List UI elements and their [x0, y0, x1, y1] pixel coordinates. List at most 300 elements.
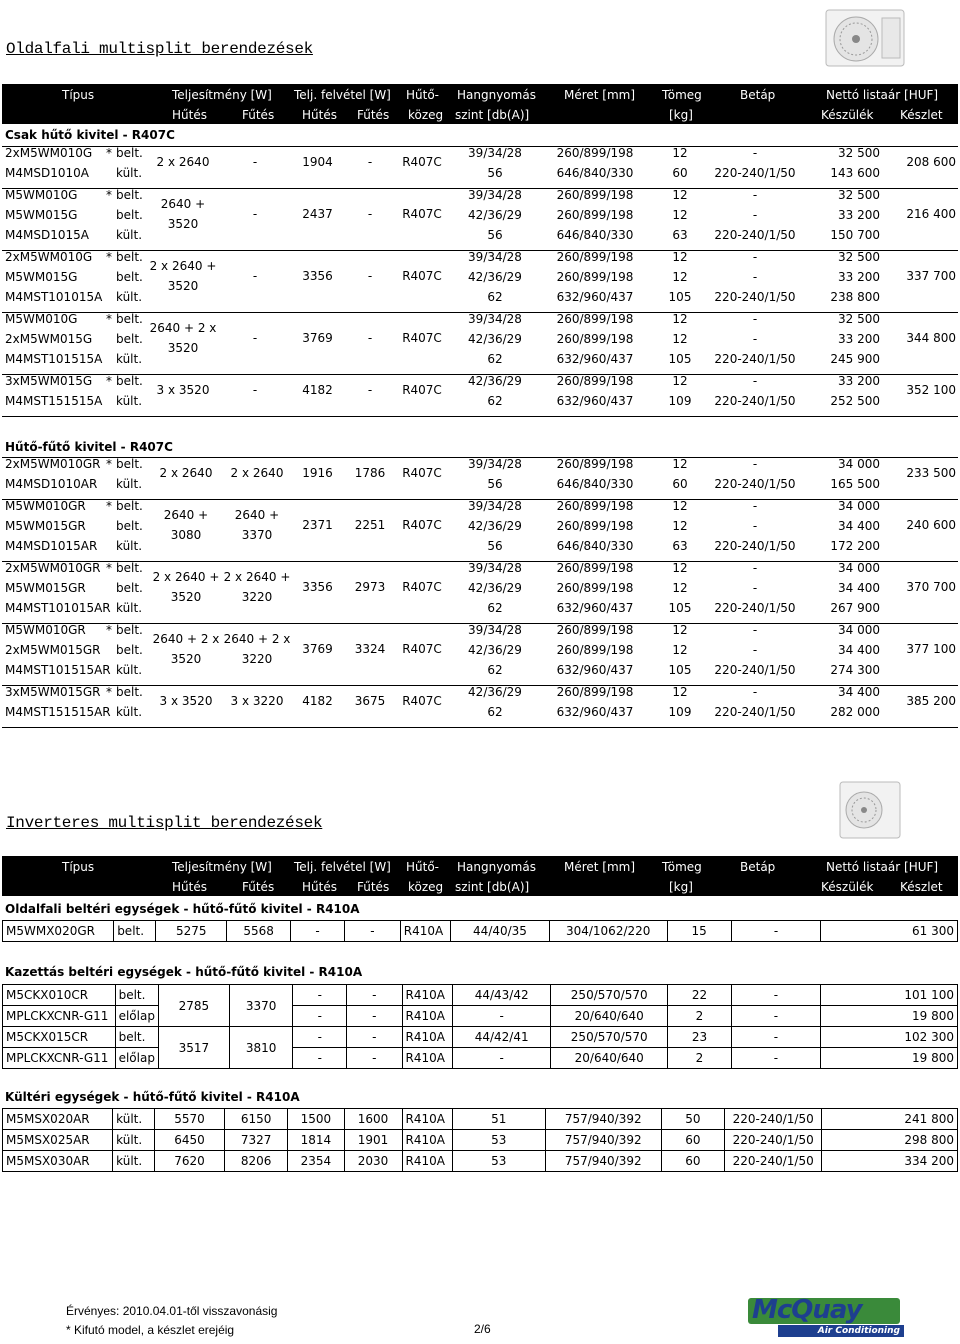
cooling-capacity: 2640 + 2 x: [152, 632, 220, 646]
model-name: 2xM5WM010G: [5, 250, 93, 264]
header-tomeg: Tömeg: [662, 88, 702, 102]
unit-price: 238 800: [830, 290, 880, 304]
cooling-capacity: 2640 + 2 x: [149, 321, 217, 335]
unit-price: 252 500: [830, 394, 880, 408]
heating-power: -: [367, 383, 373, 397]
unit-type: kült.: [116, 394, 143, 408]
unit-type: belt.: [116, 312, 143, 326]
heating-power: 2973: [354, 580, 386, 594]
unit-price: 150 700: [830, 228, 880, 242]
dimensions: 260/899/198: [556, 250, 634, 264]
model-name: 3xM5WM015G: [5, 374, 93, 388]
sound-level: 39/34/28: [468, 312, 522, 326]
table-cell: -: [347, 1006, 402, 1027]
table-cell: -: [347, 1048, 402, 1069]
unit-price: 33 200: [838, 332, 880, 346]
dimensions: 260/899/198: [556, 561, 634, 575]
refrigerant: R407C: [402, 580, 442, 594]
power-supply: -: [752, 208, 758, 222]
dimensions: 632/960/437: [556, 352, 634, 366]
unit-type: belt.: [116, 685, 143, 699]
table-row: [3, 1151, 958, 1172]
table-cell: 250/570/570: [551, 1027, 668, 1048]
unit-price: 34 000: [838, 623, 880, 637]
logo-subtext: Air Conditioning: [778, 1325, 904, 1337]
table-cell: 298 800: [822, 1130, 958, 1151]
cooling-power: 4182: [302, 383, 333, 397]
table-cell: 2785: [158, 985, 229, 1027]
table-cell: 334 200: [822, 1151, 958, 1172]
cooling-capacity: 2 x 2640: [156, 155, 210, 169]
table-cell: -: [291, 921, 345, 942]
header2-betap: Betáp: [740, 860, 776, 874]
header-kozeg: közeg: [408, 108, 444, 122]
refrigerant: R407C: [402, 518, 442, 532]
table-cell: 3517: [158, 1027, 229, 1069]
dimensions: 260/899/198: [556, 188, 634, 202]
set-price: 233 500: [906, 466, 956, 480]
cooling-capacity: 3 x 3520: [159, 694, 213, 708]
unit-price: 34 400: [838, 643, 880, 657]
table-cell: M5WMX020GR: [3, 921, 114, 942]
power-supply: 220-240/1/50: [714, 663, 796, 677]
group-title-huto-futo: Hűtő-fűtő kivitel - R407C: [5, 440, 173, 454]
table-cell: -: [731, 1027, 820, 1048]
model-name: M5WM010G: [5, 188, 78, 202]
unit-price: 143 600: [830, 166, 880, 180]
cooling-capacity: 2 x 2640 +: [149, 259, 217, 273]
weight: 12: [672, 561, 688, 575]
dimensions: 646/840/330: [556, 477, 634, 491]
discontinued-mark: *: [106, 374, 112, 388]
heating-power: 3675: [354, 694, 386, 708]
section-title-oldalfali: Oldalfali multisplit berendezések: [6, 40, 313, 58]
power-supply: 220-240/1/50: [714, 166, 796, 180]
weight: 63: [672, 539, 688, 553]
sound-level: 62: [487, 352, 503, 366]
discontinued-mark: *: [106, 499, 112, 513]
table-cell: 5275: [156, 921, 227, 942]
header2-futes: Fűtés: [242, 880, 275, 894]
header-keszulek: Készülék: [821, 108, 874, 122]
unit-type: belt.: [116, 623, 143, 637]
sound-level: 42/36/29: [468, 208, 522, 222]
weight: 12: [672, 623, 688, 637]
unit-price: 33 200: [838, 270, 880, 284]
table-cell: 2030: [344, 1151, 402, 1172]
weight: 12: [672, 519, 688, 533]
table-cell: MPLCKXCNR-G11: [3, 1006, 116, 1027]
dimensions: 260/899/198: [556, 332, 634, 346]
cooling-capacity: 3080: [170, 528, 202, 542]
group-title-kulteri: Kültéri egységek - hűtő-fűtő kivitel - R410A: [5, 1090, 300, 1104]
unit-type: belt.: [116, 270, 143, 284]
model-name: 2xM5WM010GR: [5, 457, 101, 471]
cooling-capacity: 2640 +: [163, 508, 209, 522]
weight: 12: [672, 499, 688, 513]
heating-capacity: -: [252, 207, 258, 221]
heating-capacity: 2640 + 2 x: [223, 632, 291, 646]
sound-level: 39/34/28: [468, 499, 522, 513]
power-supply: 220-240/1/50: [714, 539, 796, 553]
cooling-capacity: 2 x 2640 +: [152, 570, 220, 584]
sound-level: 62: [487, 394, 503, 408]
sound-level: 56: [487, 539, 503, 553]
unit-type: belt.: [116, 332, 143, 346]
heating-capacity: 2640 +: [234, 508, 280, 522]
table-cell: -: [347, 1027, 402, 1048]
unit-type: belt.: [116, 374, 143, 388]
table-cell: 8206: [225, 1151, 288, 1172]
model-name: M4MST101515A: [5, 352, 103, 366]
table-cell: belt.: [115, 985, 158, 1006]
discontinued-mark: *: [106, 685, 112, 699]
table-cell: előlap: [115, 1006, 158, 1027]
weight: 12: [672, 643, 688, 657]
model-name: M4MST101515AR: [5, 663, 111, 677]
table-oldalfali-beltéri: [2, 920, 958, 942]
table-cell: 250/570/570: [551, 985, 668, 1006]
header-futes2: Fűtés: [357, 108, 390, 122]
table-cell: 20/640/640: [551, 1048, 668, 1069]
table-cell: 53: [452, 1130, 545, 1151]
heating-power: -: [367, 207, 373, 221]
table-kulteri: [2, 1108, 958, 1172]
table-row: [3, 1027, 958, 1048]
power-supply: -: [752, 519, 758, 533]
table-cell: 304/1062/220: [549, 921, 667, 942]
sound-level: 42/36/29: [468, 685, 522, 699]
table-cell: 19 800: [821, 1006, 958, 1027]
weight: 63: [672, 228, 688, 242]
power-supply: 220-240/1/50: [714, 228, 796, 242]
table-cell: belt.: [114, 921, 156, 942]
table-cell: R410A: [402, 985, 452, 1006]
discontinued-mark: *: [106, 457, 112, 471]
header2-kozeg: közeg: [408, 880, 444, 894]
table-cell: MPLCKXCNR-G11: [3, 1048, 116, 1069]
sound-level: 39/34/28: [468, 250, 522, 264]
refrigerant: R407C: [402, 331, 442, 345]
heating-capacity: 3220: [241, 590, 273, 604]
table-row: [3, 1048, 958, 1069]
model-name: M5WM015GR: [5, 581, 86, 595]
table-cell: 23: [668, 1027, 732, 1048]
model-name: M5WM010GR: [5, 623, 86, 637]
section-title-inverteres: Inverteres multisplit berendezések: [6, 814, 323, 832]
table-kazettas: [2, 984, 958, 1069]
table-cell: -: [347, 985, 402, 1006]
dimensions: 260/899/198: [556, 208, 634, 222]
table-header-2: [2, 856, 958, 896]
model-name: M4MST101015A: [5, 290, 103, 304]
header2-hutes: Hűtés: [172, 880, 207, 894]
model-name: 3xM5WM015GR: [5, 685, 101, 699]
cooling-power: 3769: [302, 331, 333, 345]
unit-type: kült.: [116, 705, 143, 719]
table-cell: 60: [661, 1130, 724, 1151]
refrigerant: R407C: [402, 466, 442, 480]
sound-level: 39/34/28: [468, 623, 522, 637]
table-cell: -: [293, 1006, 347, 1027]
unit-type: belt.: [116, 250, 143, 264]
table-cell: R410A: [400, 921, 451, 942]
cooling-power: 2437: [302, 207, 333, 221]
power-supply: -: [752, 312, 758, 326]
header-szint: szint [db(A)]: [455, 108, 530, 122]
dimensions: 260/899/198: [556, 685, 634, 699]
unit-type: belt.: [116, 561, 143, 575]
weight: 12: [672, 208, 688, 222]
unit-price: 32 500: [838, 312, 880, 326]
dimensions: 632/960/437: [556, 705, 634, 719]
cooling-power: 1916: [302, 466, 333, 480]
table-cell: R410A: [402, 1130, 452, 1151]
table-cell: 20/640/640: [551, 1006, 668, 1027]
table-cell: R410A: [402, 1109, 452, 1130]
table-cell: -: [293, 1027, 347, 1048]
table-cell: 44/43/42: [453, 985, 551, 1006]
header-netto: Nettó listaár [HUF]: [826, 88, 939, 102]
discontinued-note: * Kifutó model, a készlet erejéig: [66, 1323, 235, 1337]
table-cell: 44/40/35: [451, 921, 550, 942]
table-cell: 102 300: [821, 1027, 958, 1048]
unit-type: belt.: [116, 188, 143, 202]
cooling-capacity: 3520: [170, 590, 202, 604]
unit-type: kült.: [116, 166, 143, 180]
table-cell: 44/42/41: [453, 1027, 551, 1048]
inverter-unit-image: [836, 776, 906, 844]
sound-level: 39/34/28: [468, 146, 522, 160]
unit-type: belt.: [116, 519, 143, 533]
heating-capacity: -: [252, 331, 258, 345]
unit-price: 33 200: [838, 374, 880, 388]
cooling-capacity: 3 x 3520: [156, 383, 210, 397]
discontinued-mark: *: [106, 561, 112, 575]
sound-level: 42/36/29: [468, 332, 522, 346]
heating-capacity: -: [252, 383, 258, 397]
power-supply: -: [752, 270, 758, 284]
table-cell: kült.: [113, 1130, 155, 1151]
dimensions: 646/840/330: [556, 539, 634, 553]
dimensions: 260/899/198: [556, 270, 634, 284]
validity-note: Érvényes: 2010.04.01-től visszavonásig: [66, 1304, 278, 1318]
set-price: 370 700: [906, 580, 956, 594]
table-cell: 19 800: [821, 1048, 958, 1069]
discontinued-mark: *: [106, 623, 112, 637]
dimensions: 260/899/198: [556, 519, 634, 533]
model-name: M4MST151515A: [5, 394, 103, 408]
cooling-capacity: 2640 +: [160, 197, 206, 211]
power-supply: 220-240/1/50: [714, 601, 796, 615]
header2-huto: Hűtő-: [406, 860, 440, 874]
heating-capacity: 2 x 2640: [230, 466, 284, 480]
table-cell: 2: [668, 1048, 732, 1069]
power-supply: -: [752, 499, 758, 513]
table-cell: belt.: [115, 1027, 158, 1048]
table-cell: előlap: [115, 1048, 158, 1069]
header2-tipus: Típus: [62, 860, 95, 874]
unit-price: 34 400: [838, 519, 880, 533]
dimensions: 632/960/437: [556, 394, 634, 408]
unit-type: belt.: [116, 643, 143, 657]
cooling-power: 4182: [302, 694, 333, 708]
dimensions: 260/899/198: [556, 312, 634, 326]
table-cell: 220-240/1/50: [724, 1151, 822, 1172]
weight: 60: [672, 477, 688, 491]
header2-meret: Méret [mm]: [564, 860, 636, 874]
table-cell: 1600: [344, 1109, 402, 1130]
table-cell: kült.: [113, 1151, 155, 1172]
table-cell: 6150: [225, 1109, 288, 1130]
header-hutes: Hűtés: [172, 108, 207, 122]
sound-level: 56: [487, 166, 503, 180]
table-cell: 757/940/392: [545, 1151, 661, 1172]
sound-level: 39/34/28: [468, 457, 522, 471]
unit-type: belt.: [116, 499, 143, 513]
table-cell: 50: [661, 1109, 724, 1130]
weight: 105: [668, 352, 692, 366]
discontinued-mark: *: [106, 146, 112, 160]
unit-price: 34 000: [838, 457, 880, 471]
header-betap: Betáp: [740, 88, 776, 102]
unit-price: 274 300: [830, 663, 880, 677]
cooling-capacity: 3520: [167, 217, 199, 231]
sound-level: 56: [487, 477, 503, 491]
model-name: M4MSD1010AR: [5, 477, 98, 491]
power-supply: -: [752, 685, 758, 699]
header-telj-felvetel: Telj. felvétel [W]: [294, 88, 391, 102]
header2-szint: szint [db(A)]: [455, 880, 530, 894]
dimensions: 632/960/437: [556, 663, 634, 677]
header2-futes2: Fűtés: [357, 880, 390, 894]
power-supply: -: [752, 188, 758, 202]
header2-keszulek: Készülék: [821, 880, 874, 894]
unit-price: 32 500: [838, 250, 880, 264]
mcquay-logo: [748, 1295, 900, 1340]
unit-price: 165 500: [830, 477, 880, 491]
table-cell: 1814: [288, 1130, 344, 1151]
discontinued-mark: *: [106, 250, 112, 264]
weight: 12: [672, 188, 688, 202]
dimensions: 646/840/330: [556, 166, 634, 180]
dimensions: 260/899/198: [556, 499, 634, 513]
cooling-power: 1904: [302, 155, 333, 169]
discontinued-mark: *: [106, 188, 112, 202]
header-teljesitmeny: Teljesítmény [W]: [172, 88, 272, 102]
unit-price: 172 200: [830, 539, 880, 553]
dimensions: 260/899/198: [556, 146, 634, 160]
heating-capacity: 3 x 3220: [230, 694, 284, 708]
cooling-capacity: 3520: [167, 279, 199, 293]
power-supply: -: [752, 581, 758, 595]
power-supply: -: [752, 643, 758, 657]
weight: 60: [672, 166, 688, 180]
unit-type: kült.: [116, 228, 143, 242]
table-cell: 7620: [154, 1151, 224, 1172]
power-supply: 220-240/1/50: [714, 394, 796, 408]
power-supply: 220-240/1/50: [714, 477, 796, 491]
dimensions: 632/960/437: [556, 290, 634, 304]
table-cell: M5CKX015CR: [3, 1027, 116, 1048]
refrigerant: R407C: [402, 383, 442, 397]
unit-price: 34 000: [838, 561, 880, 575]
table-row: [3, 1130, 958, 1151]
table-cell: 2354: [288, 1151, 344, 1172]
heating-power: -: [367, 269, 373, 283]
refrigerant: R407C: [402, 207, 442, 221]
table-cell: 220-240/1/50: [724, 1130, 822, 1151]
model-name: 2xM5WM010GR: [5, 561, 101, 575]
table-cell: 220-240/1/50: [724, 1109, 822, 1130]
unit-type: kült.: [116, 663, 143, 677]
header2-hutes2: Hűtés: [302, 880, 337, 894]
page-number: 2/6: [474, 1322, 491, 1336]
weight: 12: [672, 374, 688, 388]
power-supply: -: [752, 561, 758, 575]
sound-level: 62: [487, 601, 503, 615]
table-cell: -: [731, 985, 820, 1006]
row-separator: [2, 416, 958, 417]
table-cell: 757/940/392: [545, 1109, 661, 1130]
header-tipus: Típus: [62, 88, 95, 102]
weight: 12: [672, 685, 688, 699]
unit-type: belt.: [116, 146, 143, 160]
power-supply: -: [752, 146, 758, 160]
model-name: M4MSD1010A: [5, 166, 89, 180]
model-name: M4MST101015AR: [5, 601, 111, 615]
table-cell: 53: [452, 1151, 545, 1172]
dimensions: 260/899/198: [556, 581, 634, 595]
header-hutes2: Hűtés: [302, 108, 337, 122]
unit-type: kült.: [116, 477, 143, 491]
table-cell: 22: [668, 985, 732, 1006]
table-cell: 60: [661, 1151, 724, 1172]
table-row: [3, 921, 958, 942]
sound-level: 42/36/29: [468, 581, 522, 595]
weight: 105: [668, 663, 692, 677]
header2-tomeg: Tömeg: [662, 860, 702, 874]
unit-price: 32 500: [838, 146, 880, 160]
table-cell: 1500: [288, 1109, 344, 1130]
unit-price: 33 200: [838, 208, 880, 222]
header2-keszlet: Készlet: [900, 880, 943, 894]
cooling-power: 2371: [302, 518, 333, 532]
set-price: 208 600: [906, 155, 956, 169]
cooling-capacity: 3520: [167, 341, 199, 355]
model-name: M4MSD1015AR: [5, 539, 98, 553]
heating-capacity: 2 x 2640 +: [223, 570, 291, 584]
table-cell: M5MSX020AR: [3, 1109, 113, 1130]
dimensions: 260/899/198: [556, 374, 634, 388]
sound-level: 42/36/29: [468, 643, 522, 657]
header-hangnyomas: Hangnyomás: [457, 88, 536, 102]
refrigerant: R407C: [402, 694, 442, 708]
weight: 12: [672, 250, 688, 264]
model-name: M5WM010GR: [5, 499, 86, 513]
table-cell: 5570: [154, 1109, 224, 1130]
unit-type: belt.: [116, 457, 143, 471]
weight: 12: [672, 312, 688, 326]
discontinued-mark: *: [106, 312, 112, 326]
header2-netto: Nettó listaár [HUF]: [826, 860, 939, 874]
header2-hangnyomas: Hangnyomás: [457, 860, 536, 874]
group-title-oldalfali-beltéri: Oldalfali beltéri egységek - hűtő-fűtő kivitel - R410A: [5, 902, 360, 916]
table-cell: -: [293, 1048, 347, 1069]
refrigerant: R407C: [402, 642, 442, 656]
cooling-capacity: 3520: [170, 652, 202, 666]
weight: 109: [668, 705, 692, 719]
